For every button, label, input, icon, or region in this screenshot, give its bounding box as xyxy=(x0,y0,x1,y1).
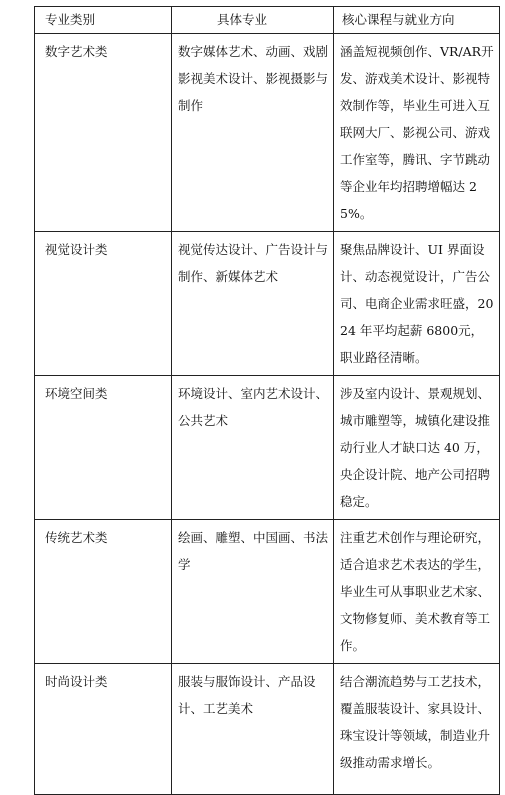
table-header-row xyxy=(35,7,500,34)
majors-cell: 数字媒体艺术、动画、戏剧影视美术设计、影视摄影与制作 xyxy=(172,34,334,232)
header-category: 专业类别 xyxy=(35,7,172,34)
category-cell: 视觉设计类 xyxy=(35,232,172,376)
category-cell: 数字艺术类 xyxy=(35,34,172,232)
majors-cell: 绘画、雕塑、中国画、书法学 xyxy=(172,520,334,664)
category-cell: 传统艺术类 xyxy=(35,520,172,664)
table-row xyxy=(35,232,500,376)
majors-cell: 服装与服饰设计、产品设计、工艺美术 xyxy=(172,664,334,795)
table-row xyxy=(35,520,500,664)
table-row xyxy=(35,664,500,795)
header-majors: 具体专业 xyxy=(172,7,334,34)
category-cell: 环境空间类 xyxy=(35,376,172,520)
direction-cell: 注重艺术创作与理论研究，适合追求艺术表达的学生，毕业生可从事职业艺术家、文物修复师、美术教育等工作。 xyxy=(334,520,500,664)
majors-cell: 视觉传达设计、广告设计与制作、新媒体艺术 xyxy=(172,232,334,376)
direction-cell: 结合潮流趋势与工艺技术，覆盖服装设计、家具设计、珠宝设计等领域，制造业升级推动需求增长。 xyxy=(334,664,500,795)
majors-cell: 环境设计、室内艺术设计、公共艺术 xyxy=(172,376,334,520)
category-cell: 时尚设计类 xyxy=(35,664,172,795)
direction-cell: 涉及室内设计、景观规划、城市雕塑等，城镇化建设推动行业人才缺口达 40 万，央企设计院、地产公司招聘稳定。 xyxy=(334,376,500,520)
direction-cell: 涵盖短视频创作、VR/AR开发、游戏美术设计、影视特效制作等，毕业生可进入互联网大厂、影视公司、游戏工作室等，腾讯、字节跳动等企业年均招聘增幅达 25%。 xyxy=(334,34,500,232)
direction-cell: 聚焦品牌设计、UI 界面设计、动态视觉设计，广告公司、电商企业需求旺盛，2024 年平均起薪 6800元，职业路径清晰。 xyxy=(334,232,500,376)
header-direction: 核心课程与就业方向 xyxy=(334,7,500,34)
table-row xyxy=(35,34,500,232)
majors-table xyxy=(34,6,500,795)
table-row xyxy=(35,376,500,520)
